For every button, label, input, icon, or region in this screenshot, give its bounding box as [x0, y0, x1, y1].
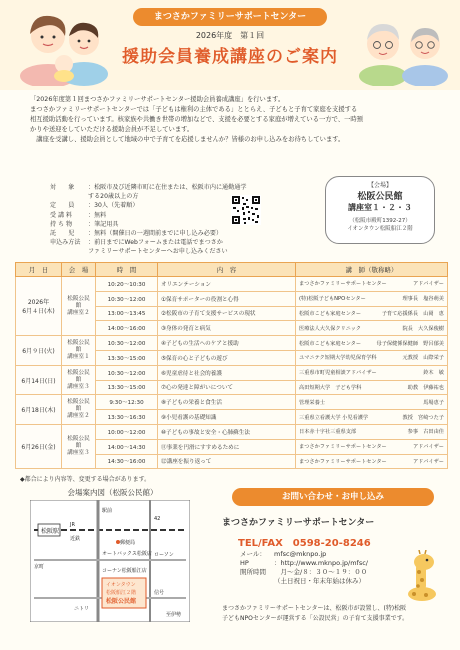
footer-line: まつさかファミリーサポートセンターは、松阪市が設置し、(特)松阪 [222, 605, 407, 612]
lecturer-person: 子育て応援係長 山岡 恵 [381, 310, 444, 317]
lecturer-org: 松阪市こども家庭センター [299, 340, 362, 347]
contact-banner: お問い合わせ・お申し込み [232, 488, 434, 506]
lecturer-org: まつさかファミリーサポートセンター [299, 281, 387, 288]
session-time: 10:20〜10:30 [96, 277, 158, 292]
info-value: する20歳以上の方 [88, 193, 139, 201]
session-time: 14:00〜14:30 [96, 439, 158, 454]
lecturer-wrap [299, 280, 444, 287]
schedule-table [15, 262, 448, 469]
session-time: 10:00〜12:00 [96, 424, 158, 439]
session-content: ⑪事業を円滑にすすめるために [158, 439, 296, 454]
session-lecturer [296, 291, 448, 306]
lecturer-person: アドバイザー [412, 458, 444, 465]
session-content: ②松阪市の子育て支援サービスの現状 [158, 306, 296, 321]
session-time: 10:30〜12:00 [96, 336, 158, 351]
lecturer-org: まつさかファミリーサポートセンター [299, 458, 387, 465]
session-lecturer [296, 410, 448, 425]
session-content: ⑦心の発達と障がいについて [158, 380, 296, 395]
schedule-header-row [16, 263, 448, 277]
lecturer-wrap [299, 310, 444, 317]
info-row-capacity [50, 201, 220, 210]
session-content: ①保育サポーターの役割と心得 [158, 291, 296, 306]
info-value: ：松阪市及び近隣市町に在住または、松阪市内に通勤通学 [88, 184, 247, 191]
intro-line: かりや送迎をしていただける援助会員が不足しています。 [30, 126, 194, 133]
session-date: 6月18日(木) [16, 395, 62, 425]
hours-note: （土日祝日・年末年始は休み） [274, 577, 365, 585]
aeon-label-1: イオンタウン [106, 582, 136, 588]
lecturer-wrap [299, 458, 444, 465]
session-lecturer [296, 365, 448, 380]
info-row-target-cont [50, 192, 220, 201]
session-content: ③身体の発育と病気 [158, 321, 296, 336]
contact-value[interactable]: ：http://www.mknpo.jp/mfsc/ [274, 559, 368, 567]
info-label [50, 192, 88, 201]
info-row-fee [50, 211, 220, 220]
lecturer-wrap [299, 384, 444, 391]
session-venue: 松阪公民館 講座室３ [62, 365, 96, 395]
info-row-belongings [50, 220, 220, 229]
session-lecturer [296, 380, 448, 395]
lecturer-org: まつさかファミリーサポートセンター [299, 444, 387, 451]
lecturer-org: (特)松阪子どもNPOセンター [299, 296, 366, 303]
aeon-label-2: 松阪船江２階 [106, 590, 137, 596]
lecturer-wrap [299, 325, 444, 332]
session-lecturer [296, 350, 448, 365]
contact-row-hp[interactable] [240, 559, 410, 568]
station-label: 松阪駅 [41, 528, 60, 535]
lecturer-person: 理事長 塩谷萌美 [402, 296, 444, 303]
column-header: 時 間 [96, 263, 158, 277]
info-row-application [50, 238, 223, 247]
intro-line: 相互援助活動を行っています。核家族や共働き世帯の増加などで、支援を必要とする家庭が増えている一方で、一時預 [30, 116, 363, 123]
session-time: 9:30〜12:30 [96, 395, 158, 410]
session-venue: 松阪公民館 講座室３ [62, 424, 96, 468]
venue-callout [325, 176, 435, 244]
lecturer-wrap [299, 340, 444, 347]
session-time: 13:30〜16:30 [96, 410, 158, 425]
post-office-label: 郵便局 [120, 540, 136, 546]
contact-details [240, 550, 410, 586]
info-value: ：無料 [88, 211, 107, 219]
signal-label: 信号 [154, 590, 165, 596]
contact-value: 月〜金/８：３０〜１９：００ [274, 568, 368, 576]
lecturer-person: 教授 宮崎つた子 [402, 414, 444, 421]
footer-text [222, 604, 450, 624]
table-row [16, 336, 448, 351]
map-title: 会場案内図（松阪公民館） [67, 488, 158, 497]
aeon-label-3: 松阪公民館 [106, 598, 137, 605]
lecturer-person: アドバイザー [412, 444, 444, 451]
lecturer-person: アドバイザー [412, 281, 444, 288]
info-value: ：筆記用具 [88, 220, 119, 228]
intro-line: まつさかファミリーサポートセンターでは「子どもは権利の主体である」ととらえ、子どもと子育て家庭を支援する [30, 106, 358, 113]
table-row [16, 365, 448, 380]
info-label: 申込み方法 [50, 239, 81, 247]
venue-map [30, 500, 190, 622]
nitori-label: ニトリ [74, 606, 90, 612]
lecturer-person: 馬場恵子 [423, 399, 444, 406]
organization-banner: まつさかファミリーサポートセンター [133, 8, 327, 26]
info-label: 持 ち 物 [50, 220, 73, 228]
session-date: 6月26日(金) [16, 424, 62, 468]
lecturer-wrap [299, 414, 444, 421]
center-name: まつさかファミリーサポートセンター [222, 518, 375, 528]
kohnan-label: コーナン松阪船江店 [102, 568, 147, 574]
info-value: ：前日までにWebフォームまたは電話でまつさか [88, 239, 223, 247]
session-content: ⑩子どもの事故と安全・心肺蘇生法 [158, 424, 296, 439]
route-label: 至伊勢 [166, 612, 182, 618]
intro-text [30, 95, 440, 145]
lecturer-wrap [299, 443, 444, 450]
info-label [50, 247, 88, 256]
session-lecturer [296, 424, 448, 439]
ekimae-label: 駅前 [102, 508, 113, 514]
lecturer-org: 松阪市こども家庭センター [299, 310, 362, 317]
info-label: 定 員 [50, 202, 75, 210]
session-time: 13:00〜13:45 [96, 306, 158, 321]
tel-fax-number[interactable]: TEL/FAX 0598-20-8246 [238, 538, 371, 549]
giraffe-mascot-icon [400, 550, 444, 602]
table-row [16, 277, 448, 292]
autobacs-label: オートバックス松阪店 [102, 551, 152, 557]
qr-code-icon[interactable] [231, 195, 261, 225]
course-info [50, 183, 247, 257]
table-row [16, 424, 448, 439]
session-venue: 松阪公民館 講座室２ [62, 395, 96, 425]
intro-line: 「2026年度第１回まつさかファミリーサポートセンター援助会員養成講座」を行います。 [30, 96, 285, 103]
column-header: 内 容 [158, 263, 296, 277]
lecturer-org: 三重県市町児童相談アドバイザー [299, 370, 377, 377]
contact-row-email[interactable] [240, 550, 410, 559]
intro-line: 講座を受講し、援助会員として地域の中で子育てを応援しませんか？皆様のお申し込みをお待ちしています。 [30, 136, 345, 143]
lecturer-wrap [299, 354, 444, 361]
session-venue: 松阪公民館 講座室２ [62, 277, 96, 336]
lecturer-wrap [299, 399, 444, 406]
route42-label: 42 [154, 516, 161, 522]
contact-row-hours [240, 568, 410, 577]
table-row [16, 395, 448, 410]
change-notice: ◆都合により内容等、変更する場合があります。 [20, 476, 151, 483]
column-header: 会 場 [62, 263, 96, 277]
session-label: 2026年度 第１回 [195, 31, 265, 40]
lawson-label: ローソン [154, 552, 174, 558]
lecturer-person: 鈴木 敏 [423, 370, 444, 377]
venue-name: 松阪公民館 [357, 192, 403, 202]
column-header: 講 師（敬称略） [296, 263, 448, 277]
lecturer-org: 高田短期大学 子ども学科 [299, 384, 362, 391]
lecturer-wrap [299, 369, 444, 376]
session-content: ⑧子どもの栄養と食生活 [158, 395, 296, 410]
lecturer-person: 参事 古田由佳 [407, 429, 444, 436]
jr-label: JR [70, 522, 75, 528]
info-row-target [50, 183, 247, 192]
session-lecturer [296, 454, 448, 469]
lecturer-org: 日本赤十字社三重県支部 [299, 429, 357, 436]
lecturer-person: 母子保健係保健師 野呂郁美 [376, 340, 444, 347]
session-time: 14:00〜16:00 [96, 321, 158, 336]
contact-value[interactable]: mfsc@mknpo.jp [274, 550, 327, 558]
session-date: 6月14日(日) [16, 365, 62, 395]
session-time: 10:30〜12:00 [96, 365, 158, 380]
session-time: 14:30〜16:00 [96, 454, 158, 469]
session-content: オリエンテーション [158, 277, 296, 292]
page-title: 援助会員養成講座のご案内 [122, 47, 338, 67]
session-time: 13:30〜15:00 [96, 350, 158, 365]
kyoumachi-label: 京町 [34, 564, 45, 570]
session-date: 6月９日(火) [16, 336, 62, 366]
lecturer-org: 三重県立看護大学 小児看護学 [299, 414, 369, 421]
session-content: ⑫講座を振り返って [158, 454, 296, 469]
contact-label: 開所時間 [240, 568, 266, 576]
session-lecturer [296, 306, 448, 321]
session-venue: 松阪公民館 講座室１ [62, 336, 96, 366]
venue-location: イオンタウン松阪船江２階 [347, 226, 413, 232]
info-label: 対 象 [50, 184, 75, 191]
venue-address: （松阪市殿町1392-27） [349, 218, 411, 224]
session-date: 2026年 6月４日(木) [16, 277, 62, 336]
session-lecturer [296, 336, 448, 351]
session-content: ⑤保育の心と子どもの遊び [158, 350, 296, 365]
info-row-childcare [50, 229, 223, 238]
lecturer-wrap [299, 295, 444, 302]
session-lecturer [296, 321, 448, 336]
session-time: 10:30〜12:00 [96, 291, 158, 306]
lecturer-org: 医療法人大久保クリニック [299, 325, 361, 332]
session-time: 13:30〜15:00 [96, 380, 158, 395]
session-content: ⑨小児看護の基礎知識 [158, 410, 296, 425]
info-label: 託 児 [50, 230, 75, 238]
session-lecturer [296, 277, 448, 292]
session-lecturer [296, 439, 448, 454]
session-content: ④子どもの生活へのケアと援助 [158, 336, 296, 351]
lecturer-person: 院長 大久保俊樹 [402, 325, 444, 332]
column-header: 月 日 [16, 263, 62, 277]
info-row-application-cont [50, 247, 228, 256]
lecturer-org: ユマニテク短期大学幼児保育学科 [299, 355, 377, 362]
session-lecturer [296, 395, 448, 410]
lecturer-wrap [299, 428, 444, 435]
footer-line: 子どもNPOセンターが運営する「公設民営」の子育て支援事業です。 [222, 615, 409, 622]
contact-label: メール： [240, 550, 266, 558]
info-value: ファミリーサポートセンターへお申し込みください [88, 248, 228, 256]
lecturer-person: 元教授 山際栄子 [402, 355, 444, 362]
kintetsu-label: 近鉄 [70, 536, 81, 542]
info-value: ：30人（先着順） [88, 202, 139, 210]
session-content: ⑥児童虐待と社会的養護 [158, 365, 296, 380]
lecturer-person: 助教 伊藤祐也 [407, 384, 444, 391]
info-label: 受 講 料 [50, 211, 73, 219]
venue-rooms: 講座室１・２・３ [348, 203, 412, 212]
contact-label: HP [240, 559, 249, 567]
venue-label: 【会場】 [367, 182, 392, 189]
info-value: ：無料（開催日の一週間前までに申し込み必要） [88, 230, 223, 238]
lecturer-org: 管理栄養士 [299, 399, 325, 406]
